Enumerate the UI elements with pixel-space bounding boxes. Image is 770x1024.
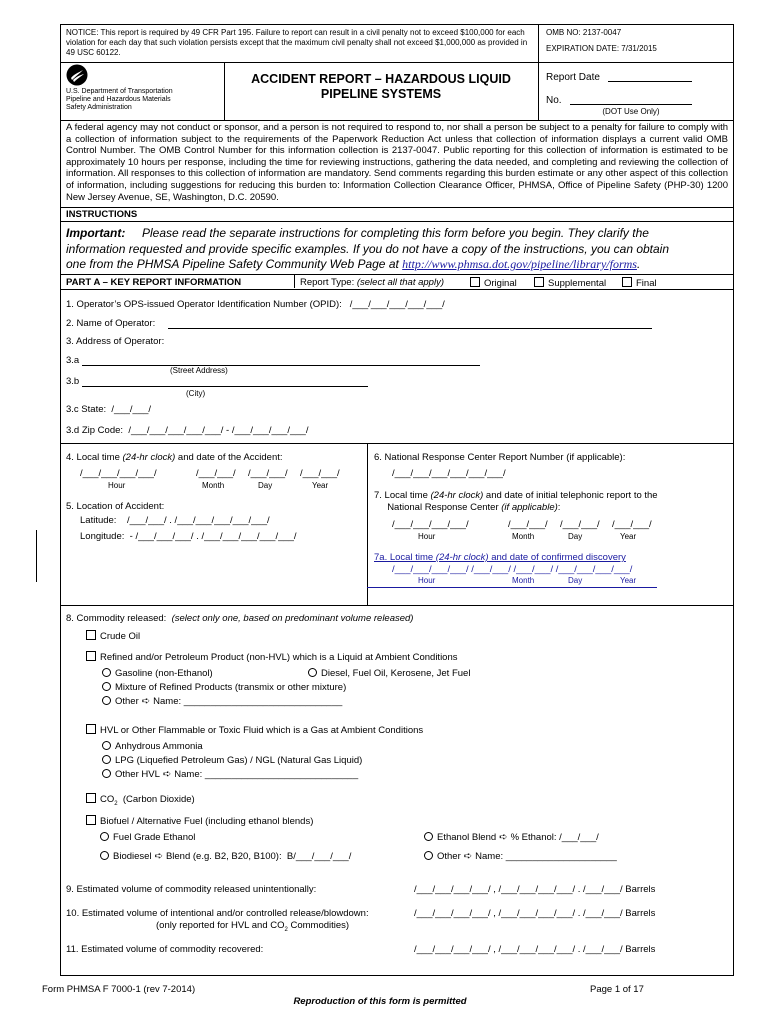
q9-label: 9. Estimated volume of commodity released unintentionally: bbox=[66, 884, 317, 895]
arrow-right-icon: ➪ bbox=[162, 769, 172, 780]
opt-crude[interactable] bbox=[86, 630, 140, 643]
other-refined-label: Other bbox=[115, 696, 139, 707]
report-type bbox=[300, 277, 444, 289]
q7a-year-caption: Year bbox=[620, 576, 637, 585]
hvl-label: HVL or Other Flammable or Toxic Fluid which is a Gas at Ambient Conditions bbox=[100, 725, 424, 736]
ethanol-blend-label: Ethanol Blend bbox=[437, 832, 497, 843]
other-refined-name-field[interactable]: ______________________________ bbox=[183, 696, 343, 707]
blend-label: Blend (e.g. B2, B20, B100): bbox=[165, 851, 282, 862]
q4-month-field[interactable]: /___/___/ bbox=[196, 468, 236, 479]
q7-hour-caption: Hour bbox=[418, 532, 436, 541]
q7a-hour-caption: Hour bbox=[418, 576, 436, 585]
mixture-label: Mixture of Refined Products (transmix or other mixture) bbox=[115, 682, 347, 693]
opt-co2[interactable] bbox=[86, 793, 195, 810]
q7a-label: 7a. Local time (24-hr clock) and date of confirmed discovery bbox=[374, 552, 626, 563]
q3b-label: 3.b bbox=[66, 376, 80, 387]
q3-label: 3. Address of Operator: bbox=[66, 336, 165, 347]
q7a-field[interactable]: /___/___/___/___/ /___/___/ /___/___/ /___/___/___/___/ bbox=[392, 564, 633, 575]
report-date-field[interactable] bbox=[608, 81, 692, 82]
checkbox-co2[interactable] bbox=[86, 793, 96, 803]
q3a-street-field[interactable] bbox=[82, 365, 480, 366]
q2-operator-name-field[interactable] bbox=[168, 328, 652, 329]
radio-mixture[interactable] bbox=[102, 682, 111, 691]
agency-line-3: Safety Administration bbox=[66, 104, 132, 111]
co2-desc: (Carbon Dioxide) bbox=[122, 794, 195, 805]
checkbox-supplemental[interactable] bbox=[534, 277, 544, 287]
latitude-field[interactable]: /___/___/ . /___/___/___/___/___/ bbox=[127, 515, 270, 526]
other-biofuel-name-field[interactable]: _____________________ bbox=[505, 851, 617, 862]
q7a-underline bbox=[367, 587, 657, 588]
q4-month-caption: Month bbox=[202, 481, 225, 490]
street-caption: (Street Address) bbox=[170, 366, 228, 375]
q3d-zip-field[interactable]: /___/___/___/___/___/ - /___/___/___/___/ bbox=[128, 425, 309, 436]
radio-other-biofuel[interactable] bbox=[424, 851, 433, 860]
q4-hour-caption: Hour bbox=[108, 481, 126, 490]
checkbox-refined[interactable] bbox=[86, 651, 96, 661]
instructions-link[interactable]: http://www.phmsa.dot.gov/pipeline/library/forms bbox=[402, 257, 637, 271]
q7a-month-caption: Month bbox=[512, 576, 535, 585]
longitude-label: Longitude: bbox=[80, 531, 125, 542]
q3c bbox=[66, 404, 151, 416]
divider-part-a-top bbox=[60, 274, 734, 275]
report-no-label: No. bbox=[546, 95, 562, 106]
q5-latitude bbox=[80, 515, 270, 527]
report-type-label: Report Type: bbox=[300, 277, 355, 288]
q9-barrels-label: Barrels bbox=[625, 884, 656, 895]
radio-other-refined[interactable] bbox=[102, 696, 111, 705]
opt-biofuel[interactable] bbox=[86, 815, 313, 828]
radio-ammonia[interactable] bbox=[102, 741, 111, 750]
q10-note-sub: 2 bbox=[284, 926, 288, 933]
opt-other-hvl[interactable] bbox=[102, 769, 358, 781]
latitude-label: Latitude: bbox=[80, 515, 117, 526]
q7-year-caption: Year bbox=[620, 532, 637, 541]
agency-block bbox=[66, 88, 226, 112]
opt-hvl[interactable] bbox=[86, 724, 423, 737]
important-line-3: one from the PHMSA Pipeline Safety Community Web Page at http://www.phmsa.dot.gov/pipeline/library/forms. bbox=[66, 257, 641, 271]
other-hvl-label: Other HVL bbox=[115, 769, 160, 780]
q8-hint: (select only one, based on predominant volume released) bbox=[171, 613, 414, 624]
radio-biodiesel[interactable] bbox=[100, 851, 109, 860]
report-date-label: Report Date bbox=[546, 72, 600, 83]
q9-volume bbox=[414, 884, 655, 896]
opt-refined[interactable] bbox=[86, 651, 458, 664]
checkbox-original[interactable] bbox=[470, 277, 480, 287]
q6-nrc-field[interactable]: /___/___/___/___/___/___/ bbox=[392, 468, 506, 479]
q5-label: 5. Location of Accident: bbox=[66, 501, 165, 512]
q11-volume-field[interactable]: /___/___/___/___/ , /___/___/___/___/ . /___/___/ bbox=[414, 944, 623, 955]
q3d bbox=[66, 425, 308, 437]
dot-use-only-label: (DOT Use Only) bbox=[602, 107, 660, 116]
blend-field[interactable]: B/___/___/___/ bbox=[286, 851, 352, 862]
q8 bbox=[66, 613, 413, 625]
opt-diesel[interactable] bbox=[308, 668, 470, 680]
burden-statement: A federal agency may not conduct or sponsor, and a person is not required to respond to, nor shall a person be subject to a penalty for failure to comply with a collection of information subject to the requirements of the Paperwork Reduction Act unless that collection of information displays a current valid OMB Control Number. The OMB Control Number for this information collection is 2137-0047. Public reporting for this collection of information is estimated to be approximately 10 hours per response, including the time for reviewing instructions, gathering the data needed, and completing and reviewing the collection of information. All responses to this collection of information are mandatory. Send comments regarding this burden estimate or any other aspect of this collection of information, including suggestions for reducing this burden to: Information Collection Clearance Officer, PHMSA, Office of Pipeline Safety (PHP-30) 1200 New Jersey Avenue, SE, Washington, D.C. 20590. bbox=[66, 122, 728, 203]
divider-q4-mid bbox=[367, 443, 368, 605]
q3d-label: 3.d Zip Code: bbox=[66, 425, 124, 436]
important-block bbox=[66, 226, 730, 273]
q11-label: 11. Estimated volume of commodity recovered: bbox=[66, 944, 264, 955]
q7a-day-caption: Day bbox=[568, 576, 583, 585]
q11-barrels-label: Barrels bbox=[625, 944, 656, 955]
instructions-heading: INSTRUCTIONS bbox=[66, 209, 138, 220]
gasoline-label: Gasoline (non-Ethanol) bbox=[115, 668, 213, 679]
radio-gasoline[interactable] bbox=[102, 668, 111, 677]
q10-note-c: Commodities) bbox=[287, 920, 350, 931]
arrow-right-icon: ➪ bbox=[499, 832, 508, 843]
radio-diesel[interactable] bbox=[308, 668, 317, 677]
longitude-field[interactable]: - /___/___/___/ . /___/___/___/___/___/ bbox=[129, 531, 297, 542]
q7-month-field[interactable]: /___/___/ bbox=[508, 519, 548, 530]
q4-time-field[interactable]: /___/___/___/___/ bbox=[80, 468, 157, 479]
divider-q4-top bbox=[60, 443, 734, 444]
report-type-final-label: Final bbox=[636, 278, 657, 289]
agency-line-2: Pipeline and Hazardous Materials bbox=[66, 96, 171, 103]
q1-label: 1. Operator’s OPS-issued Operator Identification Number (OPID): bbox=[66, 299, 342, 310]
divider-part-a-bottom bbox=[60, 289, 734, 290]
q7-year-field[interactable]: /___/___/ bbox=[612, 519, 652, 530]
opt-other-refined[interactable] bbox=[102, 696, 342, 708]
important-text-3: one from the PHMSA Pipeline Safety Community Web Page at bbox=[66, 257, 399, 271]
radio-fuel-grade-ethanol[interactable] bbox=[100, 832, 109, 841]
q1-opid-field[interactable]: /___/___/___/___/___/ bbox=[349, 299, 445, 310]
opt-ammonia[interactable] bbox=[102, 741, 203, 753]
other-biofuel-label: Other bbox=[437, 851, 461, 862]
report-type-hint: (select all that apply) bbox=[356, 277, 444, 288]
form-title bbox=[226, 72, 536, 102]
crude-label: Crude Oil bbox=[100, 631, 141, 642]
radio-other-hvl[interactable] bbox=[102, 769, 111, 778]
opt-other-biofuel[interactable] bbox=[424, 851, 617, 863]
q4-label: 4. Local time (24-hr clock) and date of the Accident: bbox=[66, 452, 283, 463]
dot-logo-icon bbox=[66, 64, 88, 86]
arrow-right-icon: ➪ bbox=[154, 851, 163, 862]
footer-page-number: Page 1 of 17 bbox=[590, 984, 644, 995]
q3c-label: 3.c State: bbox=[66, 404, 107, 415]
divider-q8-top bbox=[60, 605, 734, 606]
footer-form-number: Form PHMSA F 7000-1 (rev 7-2014) bbox=[42, 984, 196, 995]
important-label: Important: bbox=[66, 226, 126, 240]
part-a-divider bbox=[294, 274, 295, 288]
omb-expiration: EXPIRATION DATE: 7/31/2015 bbox=[546, 44, 657, 53]
opt-lpg[interactable] bbox=[102, 755, 362, 767]
biodiesel-label: Biodiesel bbox=[113, 851, 152, 862]
q3a-label: 3.a bbox=[66, 355, 80, 366]
opt-fuel-grade-ethanol[interactable] bbox=[100, 832, 195, 844]
q3b-city-field[interactable] bbox=[82, 386, 368, 387]
arrow-right-icon: ➪ bbox=[463, 851, 473, 862]
part-a-heading: PART A – KEY REPORT INFORMATION bbox=[66, 277, 242, 288]
fuel-grade-ethanol-label: Fuel Grade Ethanol bbox=[113, 832, 196, 843]
other-refined-name-label: Name: bbox=[153, 696, 182, 707]
opt-biodiesel[interactable] bbox=[100, 851, 351, 863]
q7-day-caption: Day bbox=[568, 532, 583, 541]
other-hvl-name-label: Name: bbox=[174, 769, 203, 780]
form-title-line-2: PIPELINE SYSTEMS bbox=[320, 87, 442, 101]
q1 bbox=[66, 299, 445, 311]
q10-label: 10. Estimated volume of intentional and/or controlled release/blowdown: bbox=[66, 908, 369, 919]
header-divider-left bbox=[224, 62, 225, 120]
q7-month-caption: Month bbox=[512, 532, 535, 541]
q7-day-field[interactable]: /___/___/ bbox=[560, 519, 600, 530]
agency-line-1: U.S. Department of Transportation bbox=[66, 88, 173, 95]
city-caption: (City) bbox=[186, 389, 206, 398]
q4-day-caption: Day bbox=[258, 481, 273, 490]
q10-note-a: (only reported for HVL and CO bbox=[156, 920, 285, 931]
q8-label: 8. Commodity released: bbox=[66, 613, 167, 624]
important-line-1 bbox=[66, 226, 730, 242]
radio-lpg[interactable] bbox=[102, 755, 111, 764]
omb-number: OMB NO: 2137-0047 bbox=[546, 28, 622, 37]
divider-notice bbox=[60, 62, 734, 63]
divider-burden bbox=[60, 207, 734, 208]
q5-longitude bbox=[80, 531, 297, 543]
arrow-right-icon: ➪ bbox=[141, 696, 151, 707]
refined-label: Refined and/or Petroleum Product (non-HVL) which is a Liquid at Ambient Conditions bbox=[100, 652, 458, 663]
diesel-label: Diesel, Fuel Oil, Kerosene, Jet Fuel bbox=[321, 668, 471, 679]
radio-ethanol-blend[interactable] bbox=[424, 832, 433, 841]
co2-subscript: 2 bbox=[114, 800, 118, 807]
pct-ethanol-field[interactable]: % Ethanol: /___/___/ bbox=[510, 832, 599, 843]
change-bar bbox=[36, 530, 37, 582]
checkbox-crude[interactable] bbox=[86, 630, 96, 640]
q10-volume-field[interactable]: /___/___/___/___/ , /___/___/___/___/ . /___/___/ bbox=[414, 908, 623, 919]
lpg-label: LPG (Liquefied Petroleum Gas) / NGL (Natural Gas Liquid) bbox=[115, 755, 363, 766]
form-title-line-1: ACCIDENT REPORT – HAZARDOUS LIQUID bbox=[251, 72, 511, 86]
checkbox-final[interactable] bbox=[622, 277, 632, 287]
q7-time-field[interactable]: /___/___/___/___/ bbox=[392, 519, 469, 530]
q7-label: 7. Local time (24-hr clock) and date of initial telephonic report to the National Response Center (if applicable): bbox=[374, 490, 658, 513]
report-type-supplemental-label: Supplemental bbox=[548, 278, 607, 289]
divider-title bbox=[60, 120, 734, 121]
biofuel-label: Biofuel / Alternative Fuel (including ethanol blends) bbox=[100, 816, 314, 827]
other-hvl-name-field[interactable]: _____________________________ bbox=[204, 769, 359, 780]
q6-label: 6. National Response Center Report Number (if applicable): bbox=[374, 452, 626, 463]
q2-label: 2. Name of Operator: bbox=[66, 318, 156, 329]
important-text-1: Please read the separate instructions for completing this form before you begin. They clarify the bbox=[142, 226, 649, 240]
q10-volume bbox=[414, 908, 655, 920]
other-biofuel-name-label: Name: bbox=[475, 851, 504, 862]
q9-volume-field[interactable]: /___/___/___/___/ , /___/___/___/___/ . /___/___/ bbox=[414, 884, 623, 895]
q10-barrels-label: Barrels bbox=[625, 908, 656, 919]
checkbox-hvl[interactable] bbox=[86, 724, 96, 734]
q4-year-caption: Year bbox=[312, 481, 329, 490]
header-divider bbox=[538, 24, 539, 120]
q10-note bbox=[156, 920, 349, 936]
report-no-field[interactable] bbox=[570, 104, 692, 105]
opt-gasoline[interactable] bbox=[102, 668, 213, 680]
notice-text: NOTICE: This report is required by 49 CFR Part 195. Failure to report can result in a civil penalty not to exceed $100,000 for each violation for each day that such violation persists except that the maximum civil penalty shall not exceed $1,000,000 as provided in 49 USC 60122. bbox=[66, 28, 528, 57]
q4-day-field[interactable]: /___/___/ bbox=[248, 468, 288, 479]
opt-ethanol-blend[interactable] bbox=[424, 832, 599, 844]
ammonia-label: Anhydrous Ammonia bbox=[115, 741, 203, 752]
q4-year-field[interactable]: /___/___/ bbox=[300, 468, 340, 479]
checkbox-biofuel[interactable] bbox=[86, 815, 96, 825]
report-type-original-label: Original bbox=[484, 278, 517, 289]
opt-mixture[interactable] bbox=[102, 682, 346, 694]
q11-volume bbox=[414, 944, 655, 956]
footer-reproduction: Reproduction of this form is permitted bbox=[293, 996, 467, 1007]
co2-label: CO bbox=[100, 794, 115, 805]
divider-instructions bbox=[60, 221, 734, 222]
important-text-2: information requested and provide specific examples. If you do not have a copy of the instructions, you can obtain bbox=[66, 241, 670, 256]
q3c-state-field[interactable]: /___/___/ bbox=[111, 404, 152, 415]
